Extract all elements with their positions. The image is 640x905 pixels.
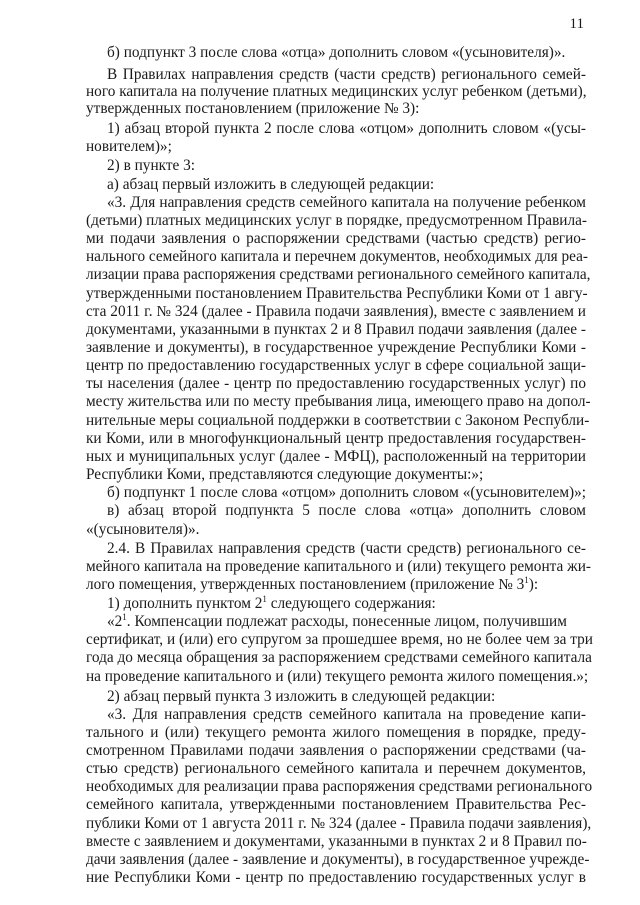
paragraph-line: смотренном Правилами подачи заявления о распоряжении средствами (ча- — [86, 741, 586, 759]
paragraph-line: «3. Для направления средств семейного капитала на получение ребенком — [107, 193, 586, 211]
paragraph-line-text: 1) дополнить пунктом 2 — [107, 594, 263, 612]
paragraph-line: публики Коми от 1 августа 2011 г. № 324 (далее - Правила подачи заявления), — [86, 814, 592, 832]
paragraph-line: вместе с заявлением и документами, указанными в пунктах 2 и 8 Правил по- — [86, 832, 587, 850]
paragraph-line: б) подпункт 3 после слова «отца» дополнить словом «(усыновителя)». — [107, 44, 566, 61]
paragraph-line: необходимых для реализации права распоряжения средствами регионального — [86, 778, 593, 796]
paragraph-line: В Правилах направления средств (части средств) регионального семей- — [107, 65, 586, 83]
paragraph-line: лизации права распоряжения средствами регионального семейного капитала, — [86, 266, 591, 284]
paragraph-line: ного капитала на получение платных медицинских услуг ребенком (детьми), — [86, 83, 587, 100]
paragraph-line: ние Республики Коми - центр по предоставлению государственных услуг в — [86, 869, 586, 886]
paragraph-line: а) абзац первый изложить в следующей редакции: — [107, 175, 435, 193]
paragraph-line: 2) абзац первый пункта 3 изложить в следующей редакции: — [107, 687, 496, 705]
superscript: 1 — [262, 593, 267, 604]
paragraph-line: б) подпункт 1 после слова «отцом» дополнить словом «(усыновителем)»; — [107, 484, 586, 502]
paragraph-line-text: лого помещения, утвержденных постановлением (приложение № 3 — [86, 575, 525, 593]
paragraph-line: ми подачи заявления о распоряжении средствами (частью средств) регио- — [86, 230, 586, 248]
paragraph-line: на проведение капитального и (или) текущего ремонта жилого помещения.»; — [86, 667, 589, 685]
paragraph-line: мейного капитала на проведение капитального и (или) текущего ремонта жи- — [86, 557, 591, 575]
paragraph-line: месту жительства или по месту пребывания лица, имеющего право на допол- — [86, 393, 591, 411]
paragraph-line: утвержденных постановлением (приложение № 3): — [86, 100, 420, 118]
paragraph-line: (детьми) платных медицинских услуг в порядке, предусмотренном Правила- — [86, 211, 588, 229]
paragraph-line: семейного капитала, утвержденными постановлением Правительства Рес- — [86, 796, 586, 814]
paragraph-line: нительные меры социальной поддержки в соответствии с Законом Республи- — [86, 411, 590, 429]
paragraph-line: дачи заявления (далее - заявление и документы), в государственное учрежде- — [86, 850, 590, 868]
paragraph-line: заявление и документы), в государственное учреждение Республики Коми - — [86, 339, 586, 356]
paragraph-line: документами, указанными в пунктах 2 и 8 Правил подачи заявления (далее - — [86, 320, 586, 338]
paragraph-line: ты населения (далее - центр по предоставлению государственных услуг) по — [86, 375, 586, 393]
paragraph-line-text: «2 — [107, 613, 123, 631]
paragraph-line — [107, 594, 586, 613]
paragraph-line — [107, 612, 586, 631]
paragraph-line: ста 2011 г. № 324 (далее - Правила подачи заявления), вместе с заявлением и — [86, 302, 586, 320]
paragraph-line: центр по предоставлению государственных услуг в сфере социальной защи- — [86, 357, 586, 375]
paragraph-line: новителем)»; — [86, 137, 172, 155]
paragraph-line: нального семейного капитала и перечнем документов, необходимых для реа- — [86, 248, 588, 266]
paragraph-line: «3. Для направления средств семейного капитала на проведение капи- — [107, 705, 586, 723]
paragraph-line: в) абзац второй подпункта 5 после слова «отца» дополнить словом — [107, 502, 586, 520]
paragraph-line: «(усыновителя)». — [86, 520, 200, 538]
superscript: 1 — [524, 574, 529, 585]
paragraph-line — [86, 575, 586, 594]
paragraph-line-tail: ): — [528, 575, 539, 593]
superscript: 1 — [122, 612, 127, 623]
paragraph-line: 2) в пункте 3: — [107, 157, 196, 175]
paragraph-line: 1) абзац второй пункта 2 после слова «отцом» дополнить словом «(усы- — [107, 120, 586, 138]
paragraph-line: сертификат, и (или) его супругом за прошедшее время, но не более чем за три — [86, 631, 593, 649]
paragraph-line-text: . Компенсации подлежат расходы, понесенные лицом, получившим — [126, 613, 567, 631]
paragraph-line: ки Коми, или в многофункциональный центр предоставления государствен- — [86, 429, 586, 447]
paragraph-line: утвержденными постановлением Правительства Республики Коми от 1 авгу- — [86, 284, 588, 302]
paragraph-line: ных и муниципальных услуг (далее - МФЦ), расположенный на территории — [86, 447, 586, 465]
paragraph-line: стью средств) регионального семейного капитала и перечнем документов, — [86, 760, 586, 778]
paragraph-line: Республики Коми, представляются следующие документы:»; — [86, 466, 484, 483]
page-number: 11 — [569, 16, 584, 32]
paragraph-line: 2.4. В Правилах направления средств (части средств) регионального се- — [107, 539, 586, 557]
paragraph-line: года до месяца обращения за распоряжением средствами семейного капитала — [86, 649, 592, 667]
paragraph-line: тального и (или) текущего ремонта жилого помещения в порядке, преду- — [86, 723, 586, 741]
paragraph-line-tail: следующего содержания: — [266, 594, 436, 612]
